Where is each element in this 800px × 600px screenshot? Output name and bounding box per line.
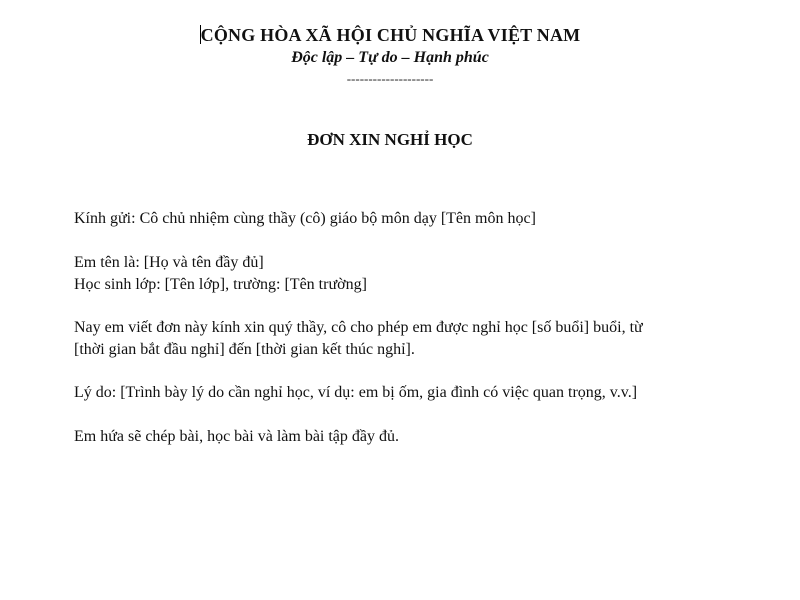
student-class-line: Học sinh lớp: [Tên lớp], trường: [Tên trường] <box>74 276 367 293</box>
student-name-line: Em tên là: [Họ và tên đầy đủ] <box>74 254 264 271</box>
recipient-line: Kính gửi: Cô chủ nhiệm cùng thầy (cô) giáo bộ môn dạy [Tên môn học] <box>74 210 536 227</box>
document-title: ĐƠN XIN NGHỈ HỌC <box>307 130 473 149</box>
request-paragraph <box>74 317 734 361</box>
national-title-text: CỘNG HÒA XÃ HỘI CHỦ NGHĨA VIỆT NAM <box>200 25 581 45</box>
reason-line: Lý do: [Trình bày lý do cần nghỉ học, ví dụ: em bị ốm, gia đình có việc quan trọng, v.v.] <box>74 384 638 401</box>
national-title <box>0 24 780 46</box>
national-motto: Độc lập – Tự do – Hạnh phúc <box>291 49 489 66</box>
header-divider: -------------------- <box>346 71 434 86</box>
promise-line: Em hứa sẽ chép bài, học bài và làm bài tập đầy đủ. <box>74 428 400 445</box>
request-line-2: [thời gian bắt đầu nghỉ] đến [thời gian kết thúc nghỉ]. <box>74 341 415 358</box>
request-line-1: Nay em viết đơn này kính xin quý thầy, cô cho phép em được nghỉ học [số buổi] buổi, từ <box>74 319 643 336</box>
